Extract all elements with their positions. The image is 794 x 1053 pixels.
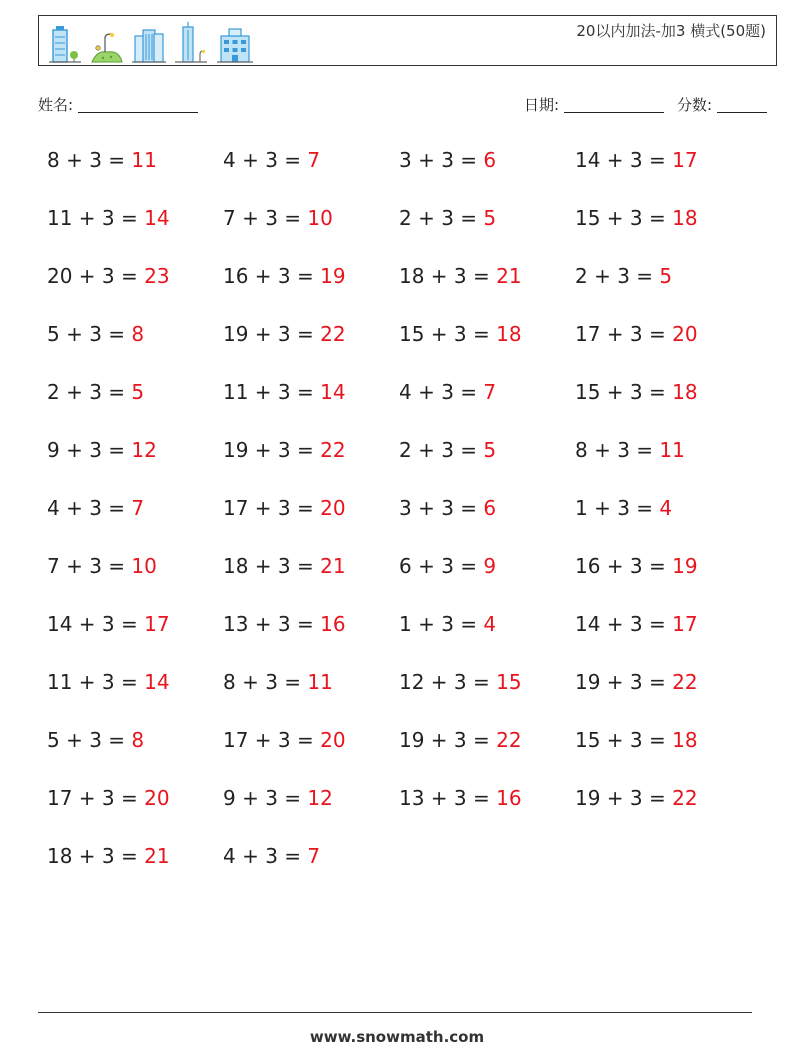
problem-grid (47, 131, 767, 885)
problem-question: 15 + 3 = (575, 728, 673, 752)
problem-answer: 18 (672, 380, 698, 404)
problem-answer: 5 (131, 380, 145, 404)
problem-item (223, 479, 399, 537)
problem-item (47, 653, 223, 711)
problem-item (47, 189, 223, 247)
problem-answer: 5 (659, 264, 673, 288)
problem-answer: 12 (307, 786, 333, 810)
problem-answer: 19 (672, 554, 698, 578)
problem-item (223, 131, 399, 189)
problem-answer: 22 (496, 728, 522, 752)
problem-item (223, 711, 399, 769)
problem-question: 17 + 3 = (47, 786, 145, 810)
problem-item (47, 247, 223, 305)
problem-question: 3 + 3 = (399, 148, 484, 172)
problem-item (47, 769, 223, 827)
problem-answer: 14 (320, 380, 346, 404)
problem-answer: 18 (496, 322, 522, 346)
problem-question: 4 + 3 = (223, 148, 308, 172)
city-block-building-icon (215, 22, 255, 64)
problem-question: 2 + 3 = (399, 438, 484, 462)
problem-question: 19 + 3 = (575, 786, 673, 810)
problem-item (223, 189, 399, 247)
problem-answer: 10 (307, 206, 333, 230)
problem-question: 19 + 3 = (223, 438, 321, 462)
problem-item (223, 305, 399, 363)
problem-question: 1 + 3 = (399, 612, 484, 636)
problem-question: 14 + 3 = (575, 612, 673, 636)
problem-answer: 19 (320, 264, 346, 288)
problem-question: 4 + 3 = (399, 380, 484, 404)
problem-question: 15 + 3 = (399, 322, 497, 346)
problem-question: 18 + 3 = (47, 844, 145, 868)
problem-question: 5 + 3 = (47, 322, 132, 346)
header-box (38, 15, 777, 66)
problem-answer: 22 (320, 322, 346, 346)
problem-question: 2 + 3 = (47, 380, 132, 404)
problem-question: 6 + 3 = (399, 554, 484, 578)
problem-answer: 12 (131, 438, 157, 462)
problem-answer: 20 (672, 322, 698, 346)
problem-item (223, 827, 399, 885)
problem-item (399, 189, 575, 247)
problem-answer: 6 (483, 148, 497, 172)
problem-question: 14 + 3 = (575, 148, 673, 172)
problem-item (575, 421, 751, 479)
problem-question: 7 + 3 = (47, 554, 132, 578)
problem-item (575, 595, 751, 653)
problem-question: 8 + 3 = (223, 670, 308, 694)
problem-answer: 21 (496, 264, 522, 288)
problem-item (223, 769, 399, 827)
problem-question: 4 + 3 = (223, 844, 308, 868)
problem-answer: 11 (307, 670, 333, 694)
tower-building-icon (173, 22, 209, 64)
problem-answer: 7 (307, 148, 321, 172)
problem-question: 11 + 3 = (47, 670, 145, 694)
problem-question: 11 + 3 = (47, 206, 145, 230)
problem-question: 12 + 3 = (399, 670, 497, 694)
score-label: 分数: (677, 96, 713, 114)
problem-answer: 21 (320, 554, 346, 578)
problem-item (47, 363, 223, 421)
problem-question: 5 + 3 = (47, 728, 132, 752)
problem-answer: 22 (672, 786, 698, 810)
problem-item (575, 537, 751, 595)
problem-question: 13 + 3 = (223, 612, 321, 636)
problem-answer: 14 (144, 206, 170, 230)
problem-question: 15 + 3 = (575, 206, 673, 230)
header-icons (47, 20, 255, 64)
problem-answer: 20 (320, 728, 346, 752)
problem-answer: 8 (131, 728, 145, 752)
problem-item (575, 769, 751, 827)
problem-item (399, 595, 575, 653)
footer-url: www.snowmath.com (309, 1028, 485, 1046)
problem-item (47, 131, 223, 189)
problem-answer: 17 (144, 612, 170, 636)
problem-item (399, 131, 575, 189)
date-field (524, 94, 664, 115)
problem-item (399, 305, 575, 363)
problem-item (575, 479, 751, 537)
problem-item (47, 711, 223, 769)
problem-question: 3 + 3 = (399, 496, 484, 520)
problem-answer: 7 (131, 496, 145, 520)
problem-question: 13 + 3 = (399, 786, 497, 810)
problem-item (575, 189, 751, 247)
problem-question: 7 + 3 = (223, 206, 308, 230)
problem-question: 18 + 3 = (399, 264, 497, 288)
problem-answer: 17 (672, 148, 698, 172)
problem-question: 4 + 3 = (47, 496, 132, 520)
date-label: 日期: (524, 96, 560, 114)
problem-item (47, 479, 223, 537)
problem-answer: 16 (496, 786, 522, 810)
problem-item (399, 653, 575, 711)
score-field (677, 94, 767, 115)
problem-answer: 4 (483, 612, 497, 636)
problem-item (399, 537, 575, 595)
problem-answer: 11 (131, 148, 157, 172)
problem-question: 17 + 3 = (575, 322, 673, 346)
problem-item (399, 769, 575, 827)
problem-question: 9 + 3 = (47, 438, 132, 462)
problem-question: 2 + 3 = (399, 206, 484, 230)
problem-item (575, 305, 751, 363)
problem-answer: 10 (131, 554, 157, 578)
problem-answer: 15 (496, 670, 522, 694)
problem-answer: 22 (320, 438, 346, 462)
problem-answer: 9 (483, 554, 497, 578)
problem-question: 17 + 3 = (223, 728, 321, 752)
problem-item (47, 305, 223, 363)
problem-question: 19 + 3 = (399, 728, 497, 752)
name-label: 姓名: (38, 96, 74, 114)
problem-question: 16 + 3 = (223, 264, 321, 288)
problem-item (575, 653, 751, 711)
problem-question: 8 + 3 = (47, 148, 132, 172)
score-blank[interactable] (717, 98, 767, 113)
problem-item (399, 363, 575, 421)
problem-item (399, 421, 575, 479)
problem-item (575, 711, 751, 769)
sheet-title: 20以内加法-加3 横式(50题) (576, 22, 766, 40)
problem-answer: 16 (320, 612, 346, 636)
problem-item (47, 537, 223, 595)
problem-item (223, 247, 399, 305)
problem-item (223, 421, 399, 479)
problem-answer: 14 (144, 670, 170, 694)
problem-answer: 22 (672, 670, 698, 694)
problem-answer: 7 (307, 844, 321, 868)
problem-question: 19 + 3 = (223, 322, 321, 346)
problem-question: 16 + 3 = (575, 554, 673, 578)
problem-item (575, 247, 751, 305)
park-tree-icon (89, 22, 125, 64)
footer-divider (38, 1012, 752, 1013)
problem-question: 19 + 3 = (575, 670, 673, 694)
problem-question: 8 + 3 = (575, 438, 660, 462)
apartment-building-icon (131, 22, 167, 64)
problem-answer: 11 (659, 438, 685, 462)
problem-item (47, 827, 223, 885)
problem-answer: 4 (659, 496, 673, 520)
problem-item (399, 247, 575, 305)
date-blank[interactable] (564, 98, 664, 113)
problem-item (399, 479, 575, 537)
problem-answer: 5 (483, 438, 497, 462)
problem-answer: 7 (483, 380, 497, 404)
problem-answer: 17 (672, 612, 698, 636)
problem-answer: 18 (672, 728, 698, 752)
problem-item (223, 363, 399, 421)
problem-item (223, 653, 399, 711)
problem-answer: 8 (131, 322, 145, 346)
problem-question: 15 + 3 = (575, 380, 673, 404)
problem-item (399, 711, 575, 769)
problem-item (223, 595, 399, 653)
problem-question: 20 + 3 = (47, 264, 145, 288)
problem-answer: 21 (144, 844, 170, 868)
problem-item (575, 131, 751, 189)
name-blank[interactable] (78, 98, 198, 113)
problem-answer: 5 (483, 206, 497, 230)
problem-question: 11 + 3 = (223, 380, 321, 404)
problem-item (575, 363, 751, 421)
problem-question: 18 + 3 = (223, 554, 321, 578)
problem-answer: 20 (144, 786, 170, 810)
problem-answer: 20 (320, 496, 346, 520)
problem-question: 1 + 3 = (575, 496, 660, 520)
problem-answer: 18 (672, 206, 698, 230)
problem-question: 9 + 3 = (223, 786, 308, 810)
problem-question: 17 + 3 = (223, 496, 321, 520)
problem-answer: 23 (144, 264, 170, 288)
office-building-icon (47, 22, 83, 64)
problem-question: 14 + 3 = (47, 612, 145, 636)
problem-item (47, 421, 223, 479)
problem-question: 2 + 3 = (575, 264, 660, 288)
problem-item (223, 537, 399, 595)
name-field (38, 94, 198, 115)
problem-answer: 6 (483, 496, 497, 520)
problem-item (47, 595, 223, 653)
